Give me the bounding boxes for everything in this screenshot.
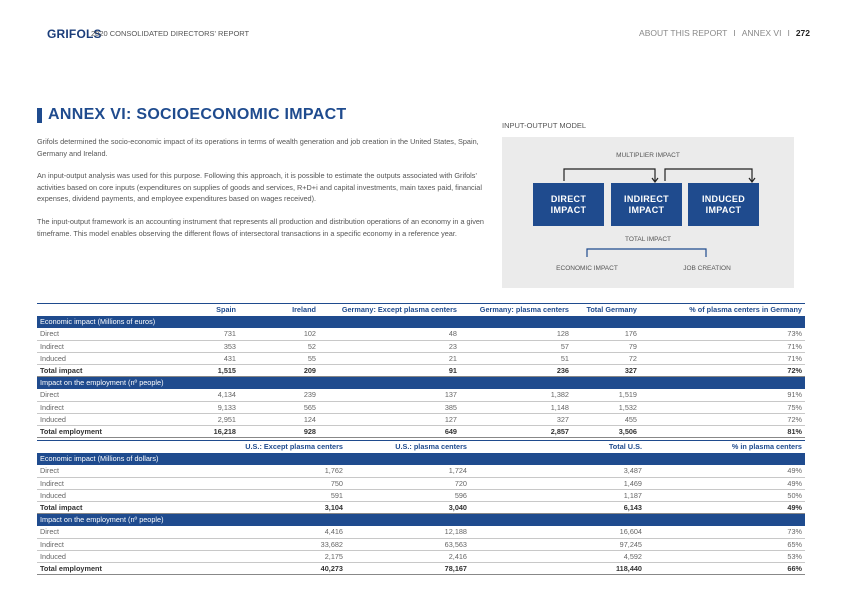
row-label: Direct [37, 328, 167, 340]
total-label: Total employment [37, 562, 167, 574]
table-cell: 71% [640, 352, 805, 364]
table-row [37, 550, 805, 562]
table-cell: 73% [645, 526, 805, 538]
total-row [37, 501, 805, 513]
framework-paragraph: The input-output framework is an accounting instrument that represents all production and distribution operations of an economy in a given timeframe. This model enables observing the different flows of intersectoral transactions in a specific economy in a reference year. [37, 217, 484, 238]
row-label: Direct [37, 389, 167, 401]
row-label: Indirect [37, 477, 167, 489]
table-cell: 51 [460, 352, 572, 364]
table-row [37, 489, 805, 501]
table-cell: 57 [460, 340, 572, 352]
table-cell: 4,134 [167, 389, 239, 401]
total-impact-label: TOTAL IMPACT [625, 236, 671, 243]
diagram-title: INPUT-OUTPUT MODEL [502, 121, 587, 130]
table-cell: 1,724 [346, 465, 470, 477]
table-cell: 1,762 [167, 465, 346, 477]
table-cell: 2,951 [167, 413, 239, 425]
column-header: % of plasma centers in Germany [640, 304, 805, 316]
table-cell: 239 [239, 389, 319, 401]
us-impact-table [37, 440, 805, 575]
row-label: Indirect [37, 538, 167, 550]
table-header-row [37, 441, 805, 453]
total-cell: 91 [319, 364, 460, 376]
table-cell: 4,416 [167, 526, 346, 538]
table-cell: 49% [645, 477, 805, 489]
page-title-text: ANNEX VI: SOCIOECONOMIC IMPACT [48, 106, 347, 123]
table-row [37, 352, 805, 364]
table-cell: 75% [640, 401, 805, 413]
total-cell: 72% [640, 364, 805, 376]
table-cell: 1,148 [460, 401, 572, 413]
page-number: 272 [795, 28, 810, 38]
table-cell: 1,382 [460, 389, 572, 401]
table-cell: 72% [640, 413, 805, 425]
table-cell: 3,487 [470, 465, 645, 477]
total-cell: 6,143 [470, 501, 645, 513]
row-label: Direct [37, 465, 167, 477]
total-cell: 649 [319, 425, 460, 437]
table-cell: 91% [640, 389, 805, 401]
section-header-row [37, 453, 805, 465]
table-row [37, 465, 805, 477]
column-header: Total U.S. [470, 441, 645, 453]
total-cell: 118,440 [470, 562, 645, 574]
input-output-diagram [502, 137, 794, 288]
table-cell: 79 [572, 340, 640, 352]
column-header: Total Germany [572, 304, 640, 316]
row-label: Indirect [37, 340, 167, 352]
table-row [37, 328, 805, 340]
indirect-impact-box: INDIRECT IMPACT [611, 183, 682, 226]
table-cell: 2,175 [167, 550, 346, 562]
table-cell: 102 [239, 328, 319, 340]
table-cell: 21 [319, 352, 460, 364]
analysis-paragraph: An input-output analysis was used for this purpose. Following this approach, it is possible to estimate the outputs associated with Grifols' activities based on core inputs (expenditures on supplies of goods and services, R+D+i and capital investments, main taxes paid, financial expenses, dividend payments, and employee expenditures based on wages received). [37, 171, 482, 203]
total-cell: 78,167 [346, 562, 470, 574]
row-label: Induced [37, 413, 167, 425]
table-cell: 65% [645, 538, 805, 550]
row-label: Indirect [37, 401, 167, 413]
induced-impact-box: INDUCED IMPACT [688, 183, 759, 226]
table-row [37, 401, 805, 413]
table-cell: 124 [239, 413, 319, 425]
table-cell: 33,682 [167, 538, 346, 550]
table-cell: 176 [572, 328, 640, 340]
column-header [37, 441, 167, 453]
table-cell: 353 [167, 340, 239, 352]
column-header: Spain [167, 304, 239, 316]
total-cell: 66% [645, 562, 805, 574]
table-cell: 97,245 [470, 538, 645, 550]
table-cell: 12,188 [346, 526, 470, 538]
total-row [37, 364, 805, 376]
table-cell: 53% [645, 550, 805, 562]
table-cell: 71% [640, 340, 805, 352]
total-cell: 81% [640, 425, 805, 437]
table-cell: 565 [239, 401, 319, 413]
section-header-row [37, 514, 805, 526]
table-cell: 2,416 [346, 550, 470, 562]
section-title: Impact on the employment (nº people) [37, 514, 805, 526]
row-label: Direct [37, 526, 167, 538]
column-header: U.S.: Except plasma centers [167, 441, 346, 453]
breadcrumb [639, 28, 810, 38]
total-cell: 49% [645, 501, 805, 513]
table-cell: 73% [640, 328, 805, 340]
row-label: Induced [37, 489, 167, 501]
table-row [37, 413, 805, 425]
separator: I [787, 28, 790, 38]
economic-impact-label: ECONOMIC IMPACT [556, 265, 618, 272]
table-row [37, 526, 805, 538]
table-cell: 50% [645, 489, 805, 501]
table-cell: 1,519 [572, 389, 640, 401]
table-cell: 9,133 [167, 401, 239, 413]
table-cell: 72 [572, 352, 640, 364]
multiplier-label: MULTIPLIER IMPACT [616, 152, 680, 159]
table-cell: 1,187 [470, 489, 645, 501]
table-cell: 720 [346, 477, 470, 489]
table-cell: 385 [319, 401, 460, 413]
title-bar [37, 108, 42, 123]
column-header [37, 304, 167, 316]
column-header: Ireland [239, 304, 319, 316]
table-cell: 52 [239, 340, 319, 352]
nav-about-link[interactable]: ABOUT THIS REPORT [639, 28, 728, 38]
table-cell: 431 [167, 352, 239, 364]
row-label: Induced [37, 352, 167, 364]
total-cell: 40,273 [167, 562, 346, 574]
table-cell: 596 [346, 489, 470, 501]
total-cell: 3,104 [167, 501, 346, 513]
total-label: Total impact [37, 501, 167, 513]
total-cell: 2,857 [460, 425, 572, 437]
job-creation-label: JOB CREATION [683, 265, 731, 272]
total-cell: 928 [239, 425, 319, 437]
total-cell: 1,515 [167, 364, 239, 376]
table-row [37, 538, 805, 550]
table-row [37, 340, 805, 352]
table-cell: 127 [319, 413, 460, 425]
report-subtitle: 2020 CONSOLIDATED DIRECTORS' REPORT [91, 29, 250, 38]
total-cell: 236 [460, 364, 572, 376]
table-row [37, 477, 805, 489]
total-cell: 327 [572, 364, 640, 376]
table-cell: 1,532 [572, 401, 640, 413]
section-header-row [37, 316, 805, 328]
section-title: Economic impact (Millions of euros) [37, 316, 805, 328]
page-title [37, 106, 347, 124]
total-cell: 3,040 [346, 501, 470, 513]
total-label: Total impact [37, 364, 167, 376]
direct-impact-box: DIRECT IMPACT [533, 183, 604, 226]
table-cell: 16,604 [470, 526, 645, 538]
total-label: Total employment [37, 425, 167, 437]
europe-impact-table [37, 303, 805, 438]
table-cell: 128 [460, 328, 572, 340]
table-cell: 1,469 [470, 477, 645, 489]
column-header: Germany: plasma centers [460, 304, 572, 316]
table-cell: 591 [167, 489, 346, 501]
total-cell: 209 [239, 364, 319, 376]
row-label: Induced [37, 550, 167, 562]
total-cell: 3,506 [572, 425, 640, 437]
table-cell: 455 [572, 413, 640, 425]
section-header-row [37, 377, 805, 389]
table-cell: 731 [167, 328, 239, 340]
nav-annex-link[interactable]: ANNEX VI [741, 28, 782, 38]
table-cell: 63,563 [346, 538, 470, 550]
table-cell: 750 [167, 477, 346, 489]
column-header: % in plasma centers [645, 441, 805, 453]
total-row [37, 562, 805, 574]
table-header-row [37, 304, 805, 316]
section-title: Economic impact (Millions of dollars) [37, 453, 805, 465]
table-cell: 48 [319, 328, 460, 340]
column-header: U.S.: plasma centers [346, 441, 470, 453]
table-cell: 327 [460, 413, 572, 425]
table-cell: 23 [319, 340, 460, 352]
total-row [37, 425, 805, 437]
total-cell: 16,218 [167, 425, 239, 437]
table-cell: 49% [645, 465, 805, 477]
table-cell: 4,592 [470, 550, 645, 562]
separator: I [733, 28, 736, 38]
table-cell: 55 [239, 352, 319, 364]
table-cell: 137 [319, 389, 460, 401]
grifols-logo: GRIFOLS [47, 27, 102, 41]
table-row [37, 389, 805, 401]
intro-paragraph: Grifols determined the socio-economic impact of its operations in terms of wealth generation and job creation in the United States, Spain, Germany and Ireland. [37, 137, 479, 158]
column-header: Germany: Except plasma centers [319, 304, 460, 316]
section-title: Impact on the employment (nº people) [37, 377, 805, 389]
